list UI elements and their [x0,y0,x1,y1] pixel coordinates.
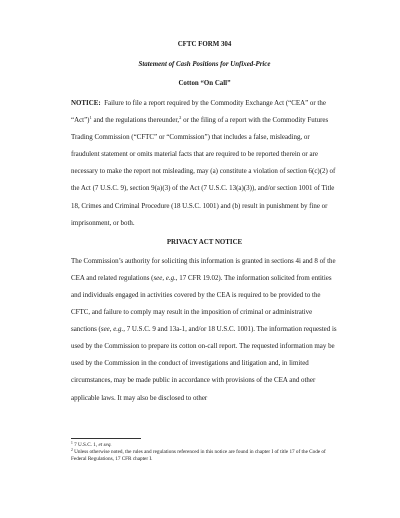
privacy-paragraph [71,253,338,407]
privacy-text-1: The Commission’s authority for soliciting this information is granted in sections 4i and 8 of the CEA and related regulations ( [71,256,336,282]
notice-text-3: or the filing of a report with the Commodity Futures Trading Commission (“CFTC” or “Commission”) that includes a false, misleading, or fraudulent statement or omits material facts that are required to be reported therein or are necessary to make the report not misleading, may (a) constitute a violation of section 6(c)(2) of the Act (7 U.S.C. 9), section 9(a)(3) of the Act (7 U.S.C. 13(a)(3)), and/or section 1001 of Title 18, Crimes and Criminal Procedure (18 U.S.C. 1001) and (b) result in punishment by fine or imprisonment, or both. [71,116,336,227]
privacy-heading: PRIVACY ACT NOTICE [166,238,243,246]
privacy-see-2: see, e.g., [100,325,125,334]
footnotes [71,438,338,464]
footnote-1-italic: et seq. [98,442,112,448]
privacy-text-3: 7 U.S.C. 9 and 13a-1, and/or 18 U.S.C. 1001). The information requested is used by the Commission to prepare its cotton on-call report. The requested information may be used by the Commission in the conduct of investigations and litigation and, in limited circumstances, may be made public in accordance with provisions of the CEA and other applicable laws. It may also be disclosed to other [71,325,337,402]
notice-label: NOTICE: [71,99,101,107]
footnote-2-text: Unless otherwise noted, the rules and regulations referenced in this notice are found in chapter I of title 17 of the Code of Federal Regulations, 17 CFR chapter I. [71,449,326,463]
privacy-text-2: 17 CFR 19.02). The information solicited from entities and individuals engaged in activities covered by the CEA is required to be provided to the CFTC, and failure to comply may result in the imposition of criminal or administrative sanctions ( [71,273,332,334]
privacy-see-1: see, e.g., [153,273,178,282]
notice-text-2: and the regulations thereunder, [91,116,180,125]
footnote-divider [71,438,141,439]
statement-title: Statement of Cash Positions for Unfixed-Price [138,60,271,68]
footnote-2 [71,449,338,463]
form-title: CFTC FORM 304 [177,41,232,48]
footnote-mark-2: 2 [71,448,73,453]
footnote-ref-1: 1 [89,115,92,121]
document-subtitle: Cotton “On Call” [178,80,231,87]
footnote-ref-2: 2 [179,115,182,121]
footnote-1-text: 7 U.S.C. 1, [72,442,99,448]
footnote-mark-1: 1 [71,441,73,445]
notice-text-1: Failure to file a report required by the Commodity Exchange Act (“CEA” or the “Act”) [71,99,326,125]
notice-paragraph [71,95,338,232]
